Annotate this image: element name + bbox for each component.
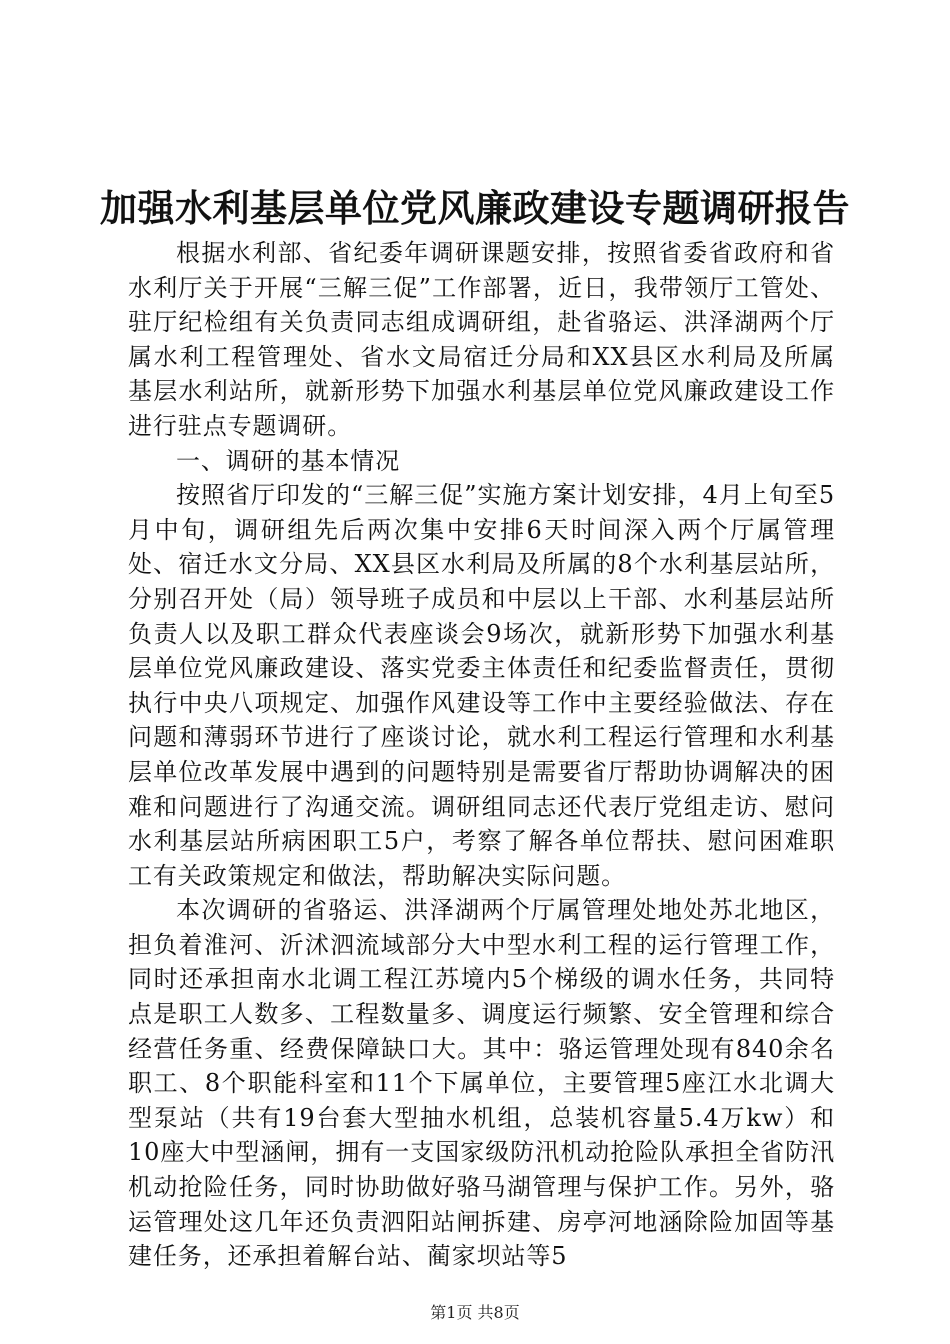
paragraph-intro: 根据水利部、省纪委年调研课题安排，按照省委省政府和省水利厅关于开展“三解三促”工作部署，近日，我带领厅工管处、驻厅纪检组有关负责同志组成调研组，赴省骆运、洪泽湖两个厅属水利工程管理处、省水文局宿迁分局和XX县区水利局及所属基层水利站所，就新形势下加强水利基层单位党风廉政建设工作进行驻点专题调研。 xyxy=(128,239,835,440)
document-body xyxy=(128,236,835,1274)
paragraph-survey: 按照省厅印发的“三解三促”实施方案计划安排，4月上旬至5月中旬，调研组先后两次集中安排6天时间深入两个厅属管理处、宿迁水文分局、XX县区水利局及所属的8个水利基层站所，分别召开处（局）领导班子成员和中层以上干部、水利基层站所负责人以及职工群众代表座谈会9场次，就新形势下加强水利基层单位党风廉政建设、落实党委主体责任和纪委监督责任，贯彻执行中央八项规定、加强作风建设等工作中主要经验做法、存在问题和薄弱环节进行了座谈讨论，就水利工程运行管理和水利基层单位改革发展中遇到的问题特别是需要省厅帮助协调解决的困难和问题进行了沟通交流。调研组同志还代表厅党组走访、慰问水利基层站所病困职工5户，考察了解各单位帮扶、慰问困难职工有关政策规定和做法，帮助解决实际问题。 xyxy=(128,481,835,890)
document-title: 加强水利基层单位党风廉政建设专题调研报告 xyxy=(100,186,850,230)
section-heading: 一、调研的基本情况 xyxy=(176,446,401,475)
paragraph-units: 本次调研的省骆运、洪泽湖两个厅属管理处地处苏北地区，担负着淮河、沂沭泗流域部分大中型水利工程的运行管理工作，同时还承担南水北调工程江苏境内5个梯级的调水任务，共同特点是职工人数多、工程数量多、调度运行频繁、安全管理和综合经营任务重、经费保障缺口大。其中：骆运管理处现有840余名职工、8个职能科室和11个下属单位，主要管理5座江水北调大型泵站（共有19台套大型抽水机组，总装机容量5.4万kw）和10座大中型涵闸，拥有一支国家级防汛机动抢险队承担全省防汛机动抢险任务，同时协助做好骆马湖管理与保护工作。另外，骆运管理处这几年还负责泗阳站闸拆建、房亭河地涵除险加固等基建任务，还承担着解台站、蔺家坝站等5 xyxy=(128,896,835,1271)
page-footer: 第1页 共8页 xyxy=(430,1303,520,1322)
